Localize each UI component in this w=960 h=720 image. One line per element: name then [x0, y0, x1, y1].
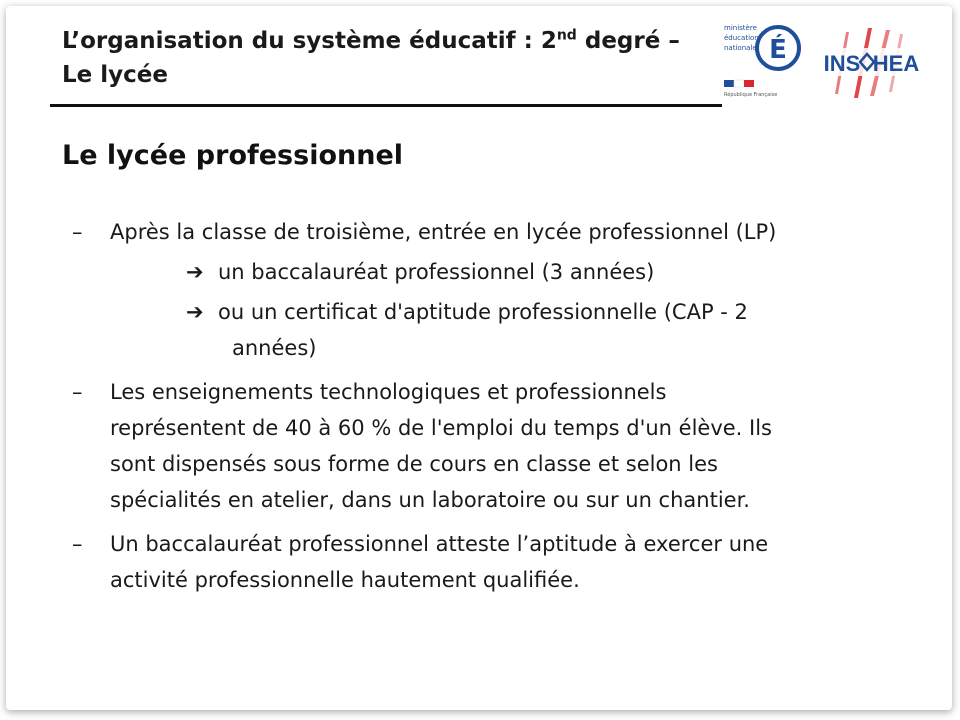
flag-red-icon: [744, 80, 754, 87]
sub1-text: un baccalauréat professionnel (3 années): [218, 260, 655, 284]
header-title-sup: nd: [556, 27, 577, 44]
dash-bullet-icon: –: [72, 220, 83, 244]
item2-text-line2: représentent de 40 à 60 % de l'emploi du temps d'un élève. Ils: [110, 416, 772, 440]
hea-text: HEA: [872, 51, 920, 76]
ministry-letter: É: [769, 35, 787, 65]
ministry-text-2: éducation: [724, 34, 759, 42]
arrow-right-icon: ➔: [186, 300, 204, 324]
dash-bullet-icon: –: [72, 380, 83, 404]
flag-blue-icon: [724, 80, 734, 87]
list-item: [72, 214, 922, 250]
ministry-text-3: nationale: [724, 44, 757, 52]
item3-text-line1: Un baccalauréat professionnel atteste l’aptitude à exercer une: [110, 532, 769, 556]
item2-text-line3: sont dispensés sous forme de cours en classe et selon les: [110, 452, 718, 476]
list-item: [72, 374, 922, 518]
ins-text: INS: [823, 51, 861, 76]
content-body: [72, 214, 922, 598]
ministry-footer: République Française: [724, 92, 778, 98]
header-title: [62, 24, 722, 92]
flag-white-icon: [734, 80, 744, 87]
header-title-line1-end: degré –: [576, 28, 680, 54]
item3-text-line2: activité professionnelle hautement qualifiée.: [110, 568, 580, 592]
section-title: Le lycée professionnel: [62, 140, 404, 171]
arrow-right-icon: ➔: [186, 260, 204, 284]
ministry-text-1: ministère: [724, 24, 757, 32]
item2-text-line1: Les enseignements technologiques et professionnels: [110, 380, 667, 404]
sub-list-item: [72, 254, 922, 290]
sub-list-item: [72, 294, 922, 366]
header-title-line1: L’organisation du système éducatif : 2: [62, 28, 557, 54]
list-item: [72, 526, 922, 598]
ministry-logo: [722, 18, 802, 102]
dash-bullet-icon: –: [72, 532, 83, 556]
header-rule: [50, 104, 722, 107]
header-title-line2: Le lycée: [62, 62, 168, 88]
item1-text: Après la classe de troisième, entrée en lycée professionnel (LP): [110, 220, 777, 244]
ins-hea-logo: [808, 26, 926, 100]
header: [50, 10, 720, 106]
sub2-text-line2: années): [232, 336, 317, 360]
sub2-text-line1: ou un certificat d'aptitude professionnelle (CAP - 2: [218, 300, 748, 324]
item2-text-line4: spécialités en atelier, dans un laboratoire ou sur un chantier.: [110, 488, 750, 512]
